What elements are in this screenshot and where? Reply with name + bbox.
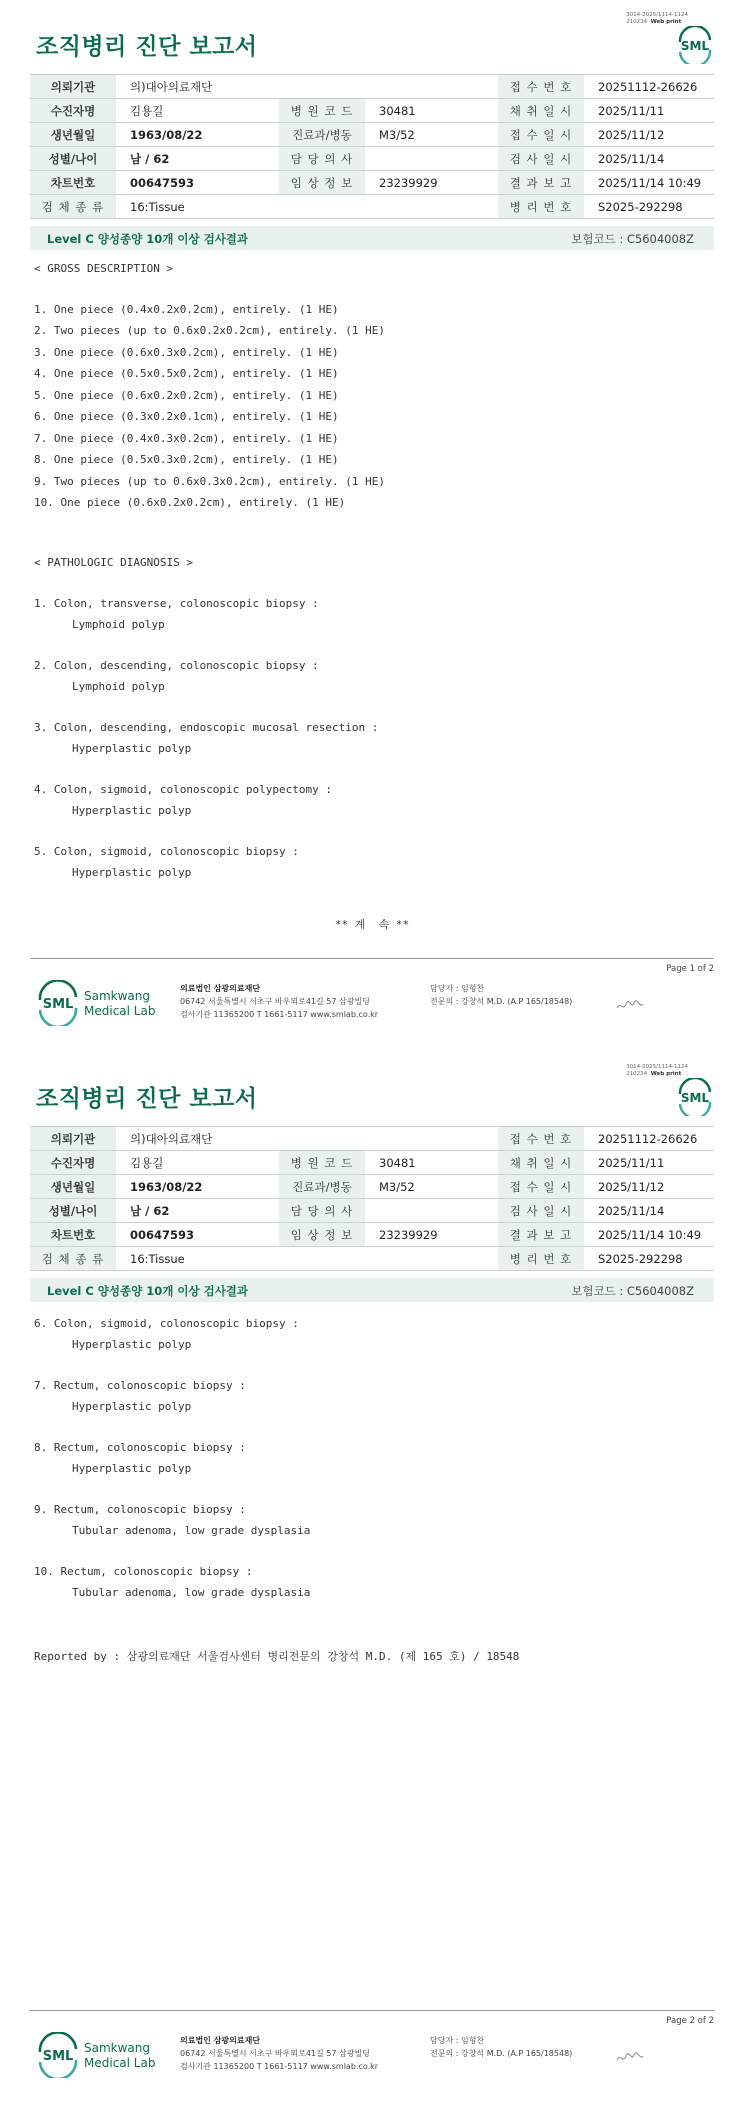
sex-age-label: 성별/나이	[30, 147, 116, 171]
gross-item: 5. One piece (0.6x0.2x0.2cm), entirely. (1 HE)	[34, 389, 339, 402]
signature-icon	[615, 998, 645, 1014]
svg-text:SML: SML	[680, 1091, 710, 1105]
doctor-value	[365, 1199, 498, 1223]
diagnosis-site: 1. Colon, transverse, colonoscopic biopsy :	[34, 597, 319, 610]
gross-item: 10. One piece (0.6x0.2x0.2cm), entirely. (1 HE)	[34, 496, 346, 509]
receipt-date-label: 접 수 일 시	[498, 1175, 584, 1199]
footer-specialist: 전문의 : 강창석 M.D. (A.P 165/18548)	[430, 997, 573, 1006]
diagnosis-site: 4. Colon, sigmoid, colonoscopic polypectomy :	[34, 783, 333, 796]
dept-value: M3/52	[365, 1175, 498, 1199]
collect-date-value: 2025/11/11	[584, 1151, 714, 1175]
pathology-no-value: S2025-292298	[584, 195, 714, 219]
sex-age-value: 남 / 62	[116, 147, 279, 171]
institution-value: 의)대아의료재단	[116, 1127, 498, 1151]
chart-label: 차트번호	[30, 1223, 116, 1247]
samkwang-logo-icon	[36, 2032, 166, 2078]
result-date-label: 결 과 보 고	[498, 171, 584, 195]
footer-divider	[30, 2010, 714, 2011]
test-date-value: 2025/11/14	[584, 1199, 714, 1223]
diagnosis-site: 10. Rectum, colonoscopic biopsy :	[34, 1565, 253, 1578]
result-date-label: 결 과 보 고	[498, 1223, 584, 1247]
diagnosis-result: Tubular adenoma, low grade dysplasia	[72, 1524, 311, 1537]
institution-label: 의뢰기관	[30, 75, 116, 99]
diagnosis-site: 7. Rectum, colonoscopic biopsy :	[34, 1379, 246, 1392]
svg-text:Samkwang: Samkwang	[84, 989, 150, 1003]
clinical-label: 임 상 정 보	[279, 1223, 365, 1247]
specimen-value: 16:Tissue	[116, 1247, 498, 1271]
hospital-code-value: 30481	[365, 99, 498, 123]
doctor-label: 담 당 의 사	[279, 1199, 365, 1223]
sml-logo-icon	[676, 26, 714, 64]
hospital-code-label: 병 원 코 드	[279, 99, 365, 123]
diagnosis-result: Hyperplastic polyp	[72, 866, 192, 879]
diagnosis-site: 2. Colon, descending, colonoscopic biopsy :	[34, 659, 319, 672]
institution-value: 의)대아의료재단	[116, 75, 498, 99]
diagnosis-result: Hyperplastic polyp	[72, 742, 192, 755]
gross-item: 3. One piece (0.6x0.3x0.2cm), entirely. (1 HE)	[34, 346, 339, 359]
test-name: Level C 양성종양 10개 이상 검사결과	[47, 232, 249, 246]
footer-staff: 담당자 : 임형찬	[430, 2036, 485, 2045]
svg-text:SML: SML	[680, 39, 710, 53]
birth-label: 생년월일	[30, 123, 116, 147]
chart-value: 00647593	[116, 171, 279, 195]
diagnosis-result: Hyperplastic polyp	[72, 1338, 192, 1351]
test-date-value: 2025/11/14	[584, 147, 714, 171]
hospital-code-label: 병 원 코 드	[279, 1151, 365, 1175]
dept-label: 진료과/병동	[279, 1175, 365, 1199]
clinical-value: 23239929	[365, 1223, 498, 1247]
pathology-no-label: 병 리 번 호	[498, 1247, 584, 1271]
test-name: Level C 양성종양 10개 이상 검사결과	[47, 1284, 249, 1298]
collect-date-label: 채 취 일 시	[498, 99, 584, 123]
chart-label: 차트번호	[30, 171, 116, 195]
specimen-label: 검 체 종 류	[30, 1247, 116, 1271]
receipt-date-label: 접 수 일 시	[498, 123, 584, 147]
print-meta	[626, 12, 688, 26]
insurance-code: 보험코드 : C5604008Z	[571, 232, 694, 246]
receipt-no-label: 접 수 번 호	[498, 1127, 584, 1151]
chart-value: 00647593	[116, 1223, 279, 1247]
page-number: Page 1 of 2	[666, 964, 714, 974]
test-date-label: 검 사 일 시	[498, 1199, 584, 1223]
samkwang-logo-icon	[36, 980, 166, 1026]
diagnosis-result: Hyperplastic polyp	[72, 804, 192, 817]
gross-item: 6. One piece (0.3x0.2x0.1cm), entirely. (1 HE)	[34, 410, 339, 423]
footer-org: 의료법인 삼광의료재단	[180, 2036, 261, 2045]
print-meta-code: 210234	[626, 1071, 648, 1077]
sex-age-label: 성별/나이	[30, 1199, 116, 1223]
page-number: Page 2 of 2	[666, 2016, 714, 2026]
specimen-label: 검 체 종 류	[30, 195, 116, 219]
clinical-value: 23239929	[365, 171, 498, 195]
continued-marker: ** 계 속 **	[334, 918, 410, 931]
print-meta-line: 3014-2025/1114-1124	[626, 1064, 688, 1070]
patient-info-table	[30, 74, 714, 219]
svg-text:Medical Lab: Medical Lab	[84, 2056, 156, 2070]
svg-text:Samkwang: Samkwang	[84, 2041, 150, 2055]
web-print-label: Web print	[650, 19, 682, 25]
diagnosis-site: 6. Colon, sigmoid, colonoscopic biopsy :	[34, 1317, 299, 1330]
test-date-label: 검 사 일 시	[498, 147, 584, 171]
collect-date-value: 2025/11/11	[584, 99, 714, 123]
result-date-value: 2025/11/14 10:49	[584, 171, 714, 195]
report-title: 조직병리 진단 보고서	[36, 1086, 258, 1112]
diagnosis-result: Hyperplastic polyp	[72, 1400, 192, 1413]
print-meta	[626, 1064, 688, 1078]
doctor-value	[365, 147, 498, 171]
diagnosis-site: 5. Colon, sigmoid, colonoscopic biopsy :	[34, 845, 299, 858]
collect-date-label: 채 취 일 시	[498, 1151, 584, 1175]
diagnosis-result: Tubular adenoma, low grade dysplasia	[72, 1586, 311, 1599]
doctor-label: 담 당 의 사	[279, 147, 365, 171]
receipt-no-label: 접 수 번 호	[498, 75, 584, 99]
footer-contacts	[430, 982, 572, 1008]
receipt-date-value: 2025/11/12	[584, 123, 714, 147]
diagnosis-site: 3. Colon, descending, endoscopic mucosal resection :	[34, 721, 379, 734]
footer-contacts	[430, 2034, 572, 2060]
specimen-value: 16:Tissue	[116, 195, 498, 219]
web-print-label: Web print	[650, 1071, 682, 1077]
gross-item: 4. One piece (0.5x0.5x0.2cm), entirely. (1 HE)	[34, 367, 339, 380]
patient-info-table	[30, 1126, 714, 1271]
dept-value: M3/52	[365, 123, 498, 147]
gross-item: 9. Two pieces (up to 0.6x0.3x0.2cm), entirely. (1 HE)	[34, 475, 385, 488]
birth-value: 1963/08/22	[116, 123, 279, 147]
diagnosis-result: Hyperplastic polyp	[72, 1462, 192, 1475]
footer-org-contact: 검사기관 11365200 T 1661-5117 www.smlab.co.kr	[180, 1010, 379, 1019]
sex-age-value: 남 / 62	[116, 1199, 279, 1223]
birth-value: 1963/08/22	[116, 1175, 279, 1199]
result-date-value: 2025/11/14 10:49	[584, 1223, 714, 1247]
patient-label: 수진자명	[30, 99, 116, 123]
report-page-2	[0, 1052, 744, 2104]
insurance-code: 보험코드 : C5604008Z	[571, 1284, 694, 1298]
gross-item: 7. One piece (0.4x0.3x0.2cm), entirely. (1 HE)	[34, 432, 339, 445]
diagnosis-result: Lymphoid polyp	[72, 618, 165, 631]
receipt-no-value: 20251112-26626	[584, 1127, 714, 1151]
patient-label: 수진자명	[30, 1151, 116, 1175]
footer-staff: 담당자 : 임형찬	[430, 984, 485, 993]
patient-value: 김용길	[116, 1151, 279, 1175]
diagnosis-site: 8. Rectum, colonoscopic biopsy :	[34, 1441, 246, 1454]
gross-header: < GROSS DESCRIPTION >	[34, 262, 174, 275]
diagnosis-site: 9. Rectum, colonoscopic biopsy :	[34, 1503, 246, 1516]
signature-icon	[615, 2050, 645, 2066]
test-name-bar	[30, 1278, 714, 1302]
test-name-bar	[30, 226, 714, 250]
svg-text:SML: SML	[42, 2049, 74, 2064]
footer-address-line: 06742 서울특별시 서초구 바우뫼로41길 57 삼광빌딩	[180, 2049, 370, 2058]
gross-item: 8. One piece (0.5x0.3x0.2cm), entirely. (1 HE)	[34, 453, 339, 466]
pathology-no-value: S2025-292298	[584, 1247, 714, 1271]
svg-text:Medical Lab: Medical Lab	[84, 1004, 156, 1018]
birth-label: 생년월일	[30, 1175, 116, 1199]
reported-by: Reported by : 삼광의료재단 서울검사센터 병리전문의 강창석 M.D. (제 165 호) / 18548	[34, 1650, 520, 1663]
pathology-no-label: 병 리 번 호	[498, 195, 584, 219]
dept-label: 진료과/병동	[279, 123, 365, 147]
footer-address	[180, 2034, 378, 2073]
footer-address	[180, 982, 378, 1021]
hospital-code-value: 30481	[365, 1151, 498, 1175]
receipt-no-value: 20251112-26626	[584, 75, 714, 99]
institution-label: 의뢰기관	[30, 1127, 116, 1151]
clinical-label: 임 상 정 보	[279, 171, 365, 195]
sml-logo-icon	[676, 1078, 714, 1116]
footer-divider	[30, 958, 714, 959]
print-meta-line: 3014-2025/1114-1124	[626, 12, 688, 18]
svg-text:SML: SML	[42, 997, 74, 1012]
receipt-date-value: 2025/11/12	[584, 1175, 714, 1199]
diagnosis-result: Lymphoid polyp	[72, 680, 165, 693]
footer-org-contact: 검사기관 11365200 T 1661-5117 www.smlab.co.kr	[180, 2062, 379, 2071]
gross-item: 1. One piece (0.4x0.2x0.2cm), entirely. (1 HE)	[34, 303, 339, 316]
footer-address-line: 06742 서울특별시 서초구 바우뫼로41길 57 삼광빌딩	[180, 997, 370, 1006]
gross-item: 2. Two pieces (up to 0.6x0.2x0.2cm), entirely. (1 HE)	[34, 324, 385, 337]
footer-specialist: 전문의 : 강창석 M.D. (A.P 165/18548)	[430, 2049, 573, 2058]
patient-value: 김용길	[116, 99, 279, 123]
print-meta-code: 210234	[626, 19, 648, 25]
footer-org: 의료법인 삼광의료재단	[180, 984, 261, 993]
diagnosis-header: < PATHOLOGIC DIAGNOSIS >	[34, 556, 193, 569]
report-title: 조직병리 진단 보고서	[36, 34, 258, 60]
